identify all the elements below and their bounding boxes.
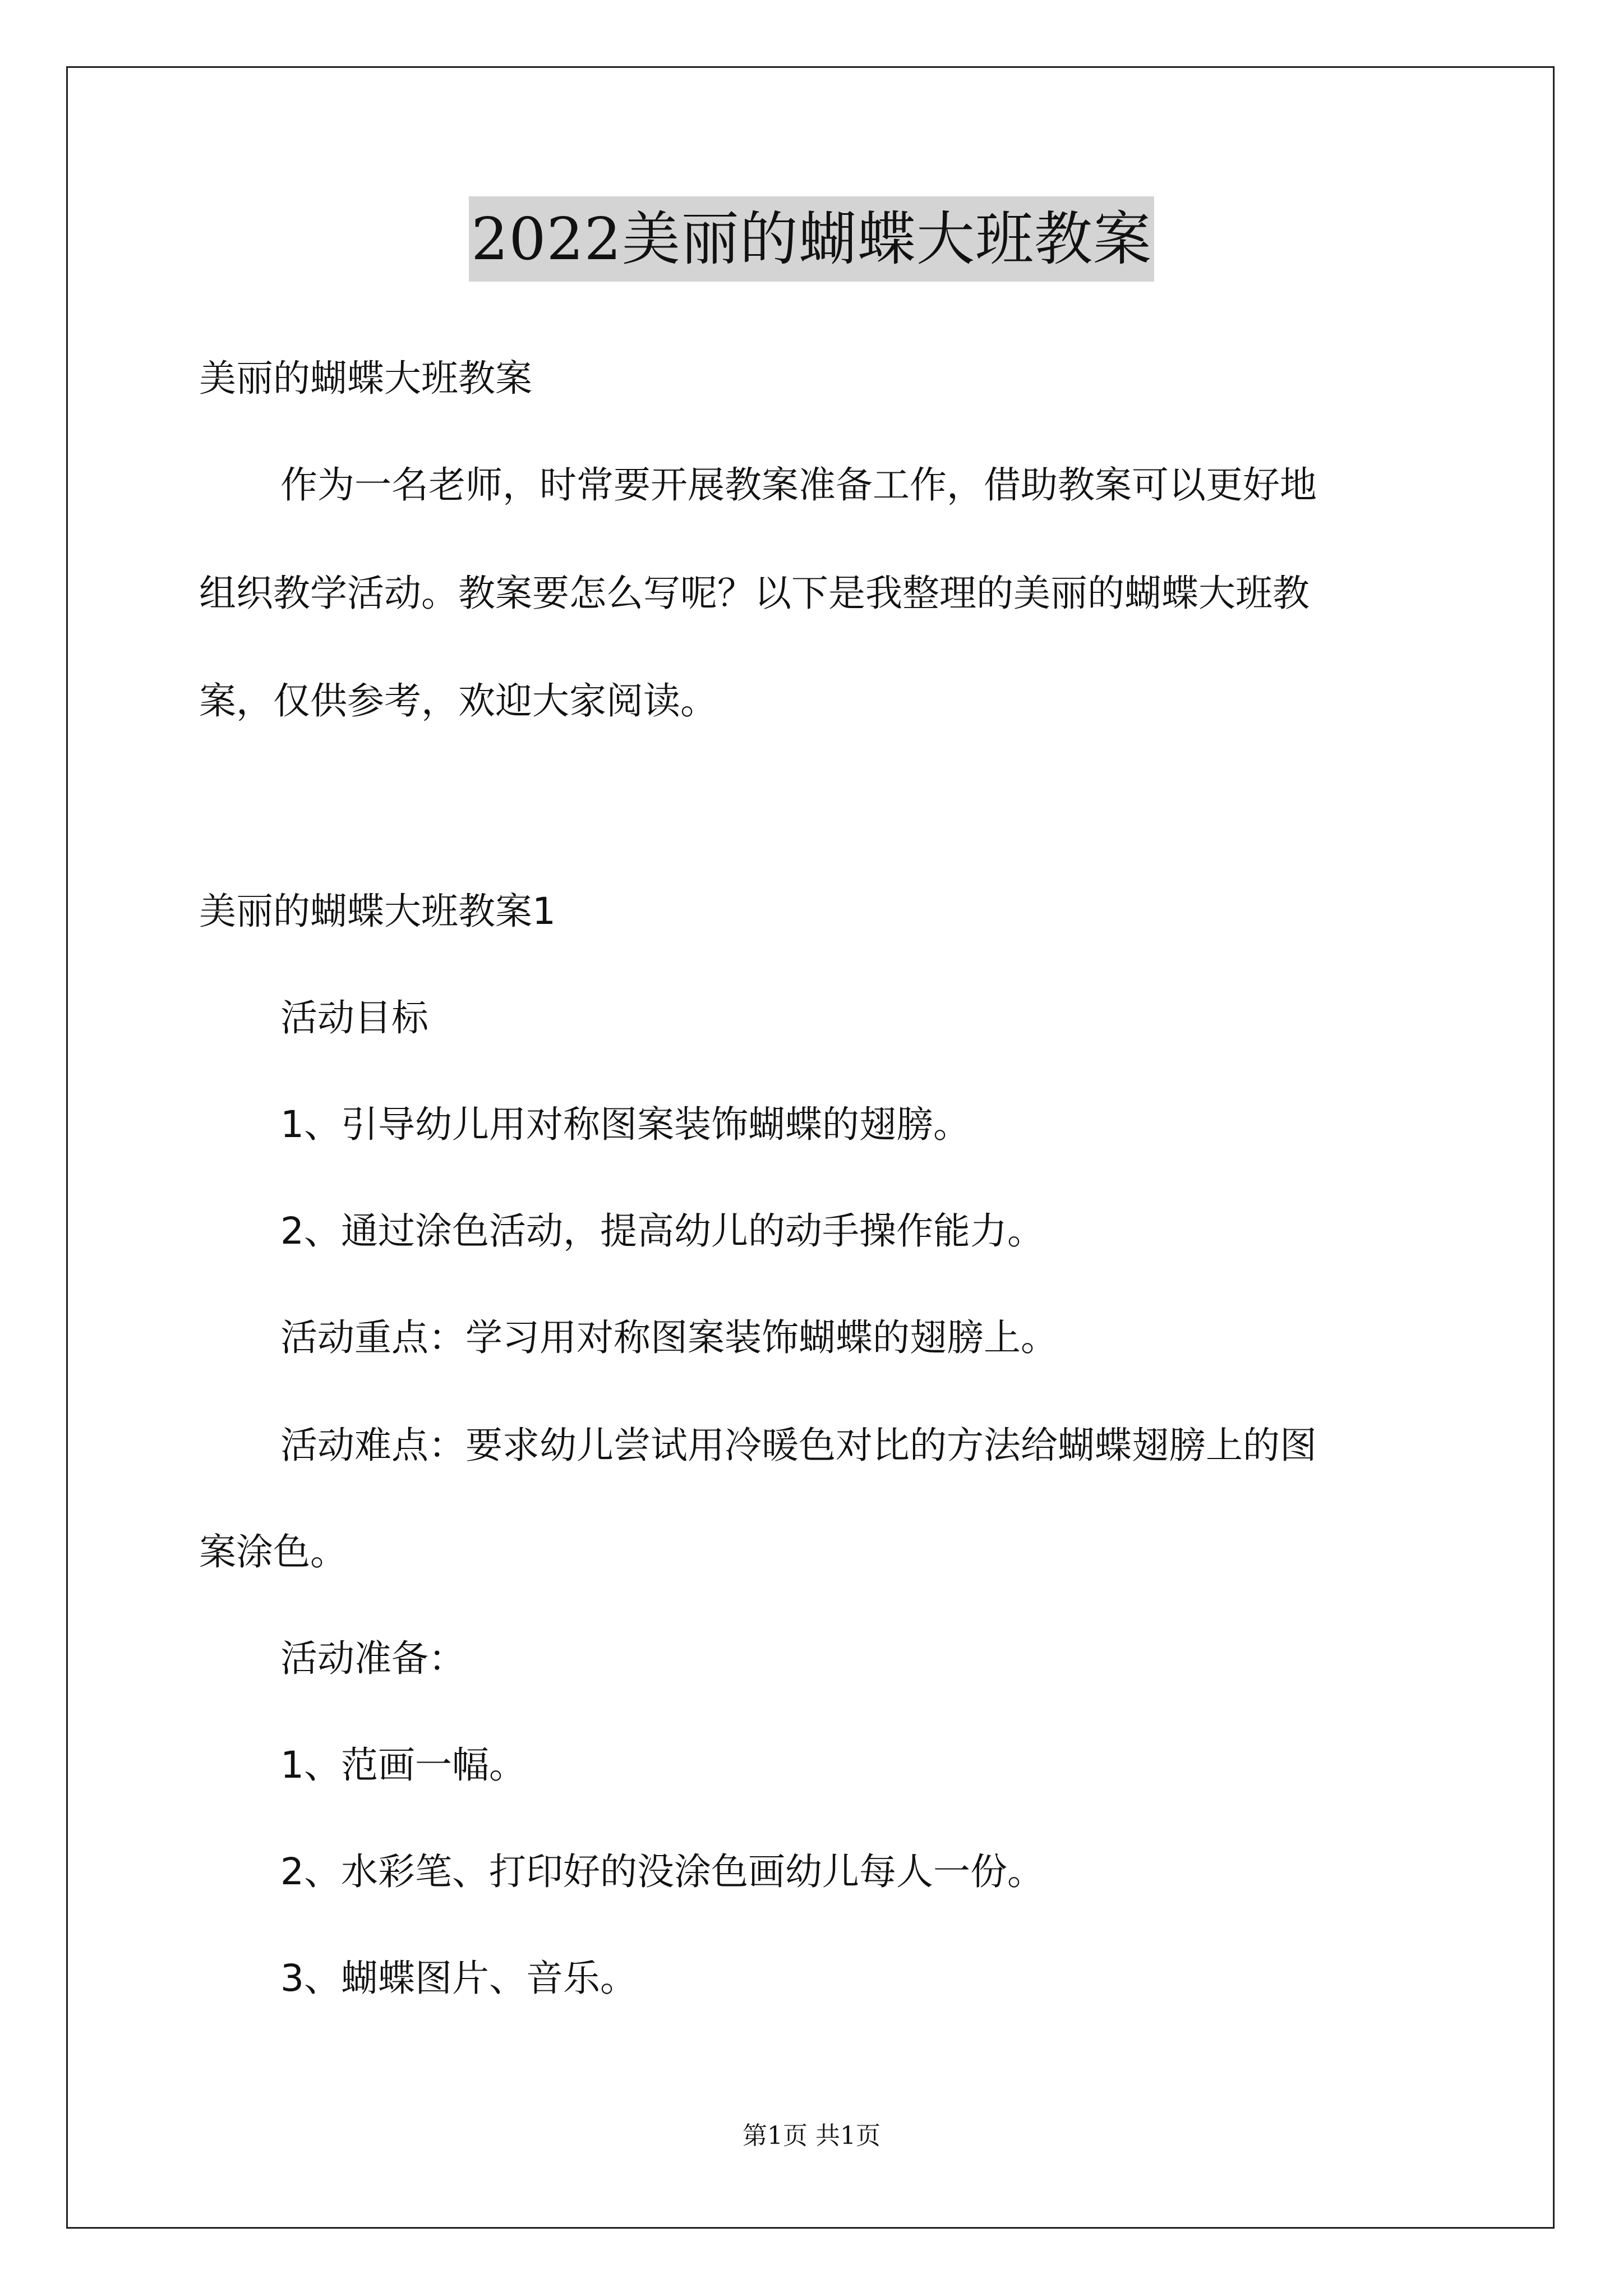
subtitle-line: 美丽的蝴蝶大班教案 bbox=[199, 357, 532, 400]
goal-item-1: 1、引导幼儿用对称图案装饰蝴蝶的翅膀。 bbox=[280, 1103, 970, 1146]
intro-line-3: 案，仅供参考，欢迎大家阅读。 bbox=[199, 679, 717, 723]
intro-line-1: 作为一名老师，时常要开展教案准备工作，借助教案可以更好地 bbox=[280, 463, 1317, 507]
prep-item-2: 2、水彩笔、打印好的没涂色画幼儿每人一份。 bbox=[280, 1850, 1044, 1893]
section-heading: 美丽的蝴蝶大班教案1 bbox=[199, 890, 556, 933]
title-container bbox=[0, 196, 1623, 282]
prep-item-1: 1、范画一幅。 bbox=[280, 1743, 526, 1787]
document-title: 2022美丽的蝴蝶大班教案 bbox=[469, 196, 1154, 282]
activity-difficulty-line-1: 活动难点：要求幼儿尝试用冷暖色对比的方法给蝴蝶翅膀上的图 bbox=[280, 1424, 1317, 1467]
goal-item-2: 2、通过涂色活动，提高幼儿的动手操作能力。 bbox=[280, 1209, 1044, 1253]
prep-item-3: 3、蝴蝶图片、音乐。 bbox=[280, 1957, 637, 2000]
activity-difficulty-line-2: 案涂色。 bbox=[199, 1530, 347, 1573]
activity-prep-heading: 活动准备： bbox=[280, 1637, 465, 1680]
activity-focus: 活动重点：学习用对称图案装饰蝴蝶的翅膀上。 bbox=[280, 1316, 1058, 1359]
intro-line-2: 组织教学活动。教案要怎么写呢？以下是我整理的美丽的蝴蝶大班教 bbox=[199, 572, 1310, 615]
page-footer: 第1页 共1页 bbox=[743, 2122, 880, 2150]
activity-goal-heading: 活动目标 bbox=[280, 996, 428, 1039]
